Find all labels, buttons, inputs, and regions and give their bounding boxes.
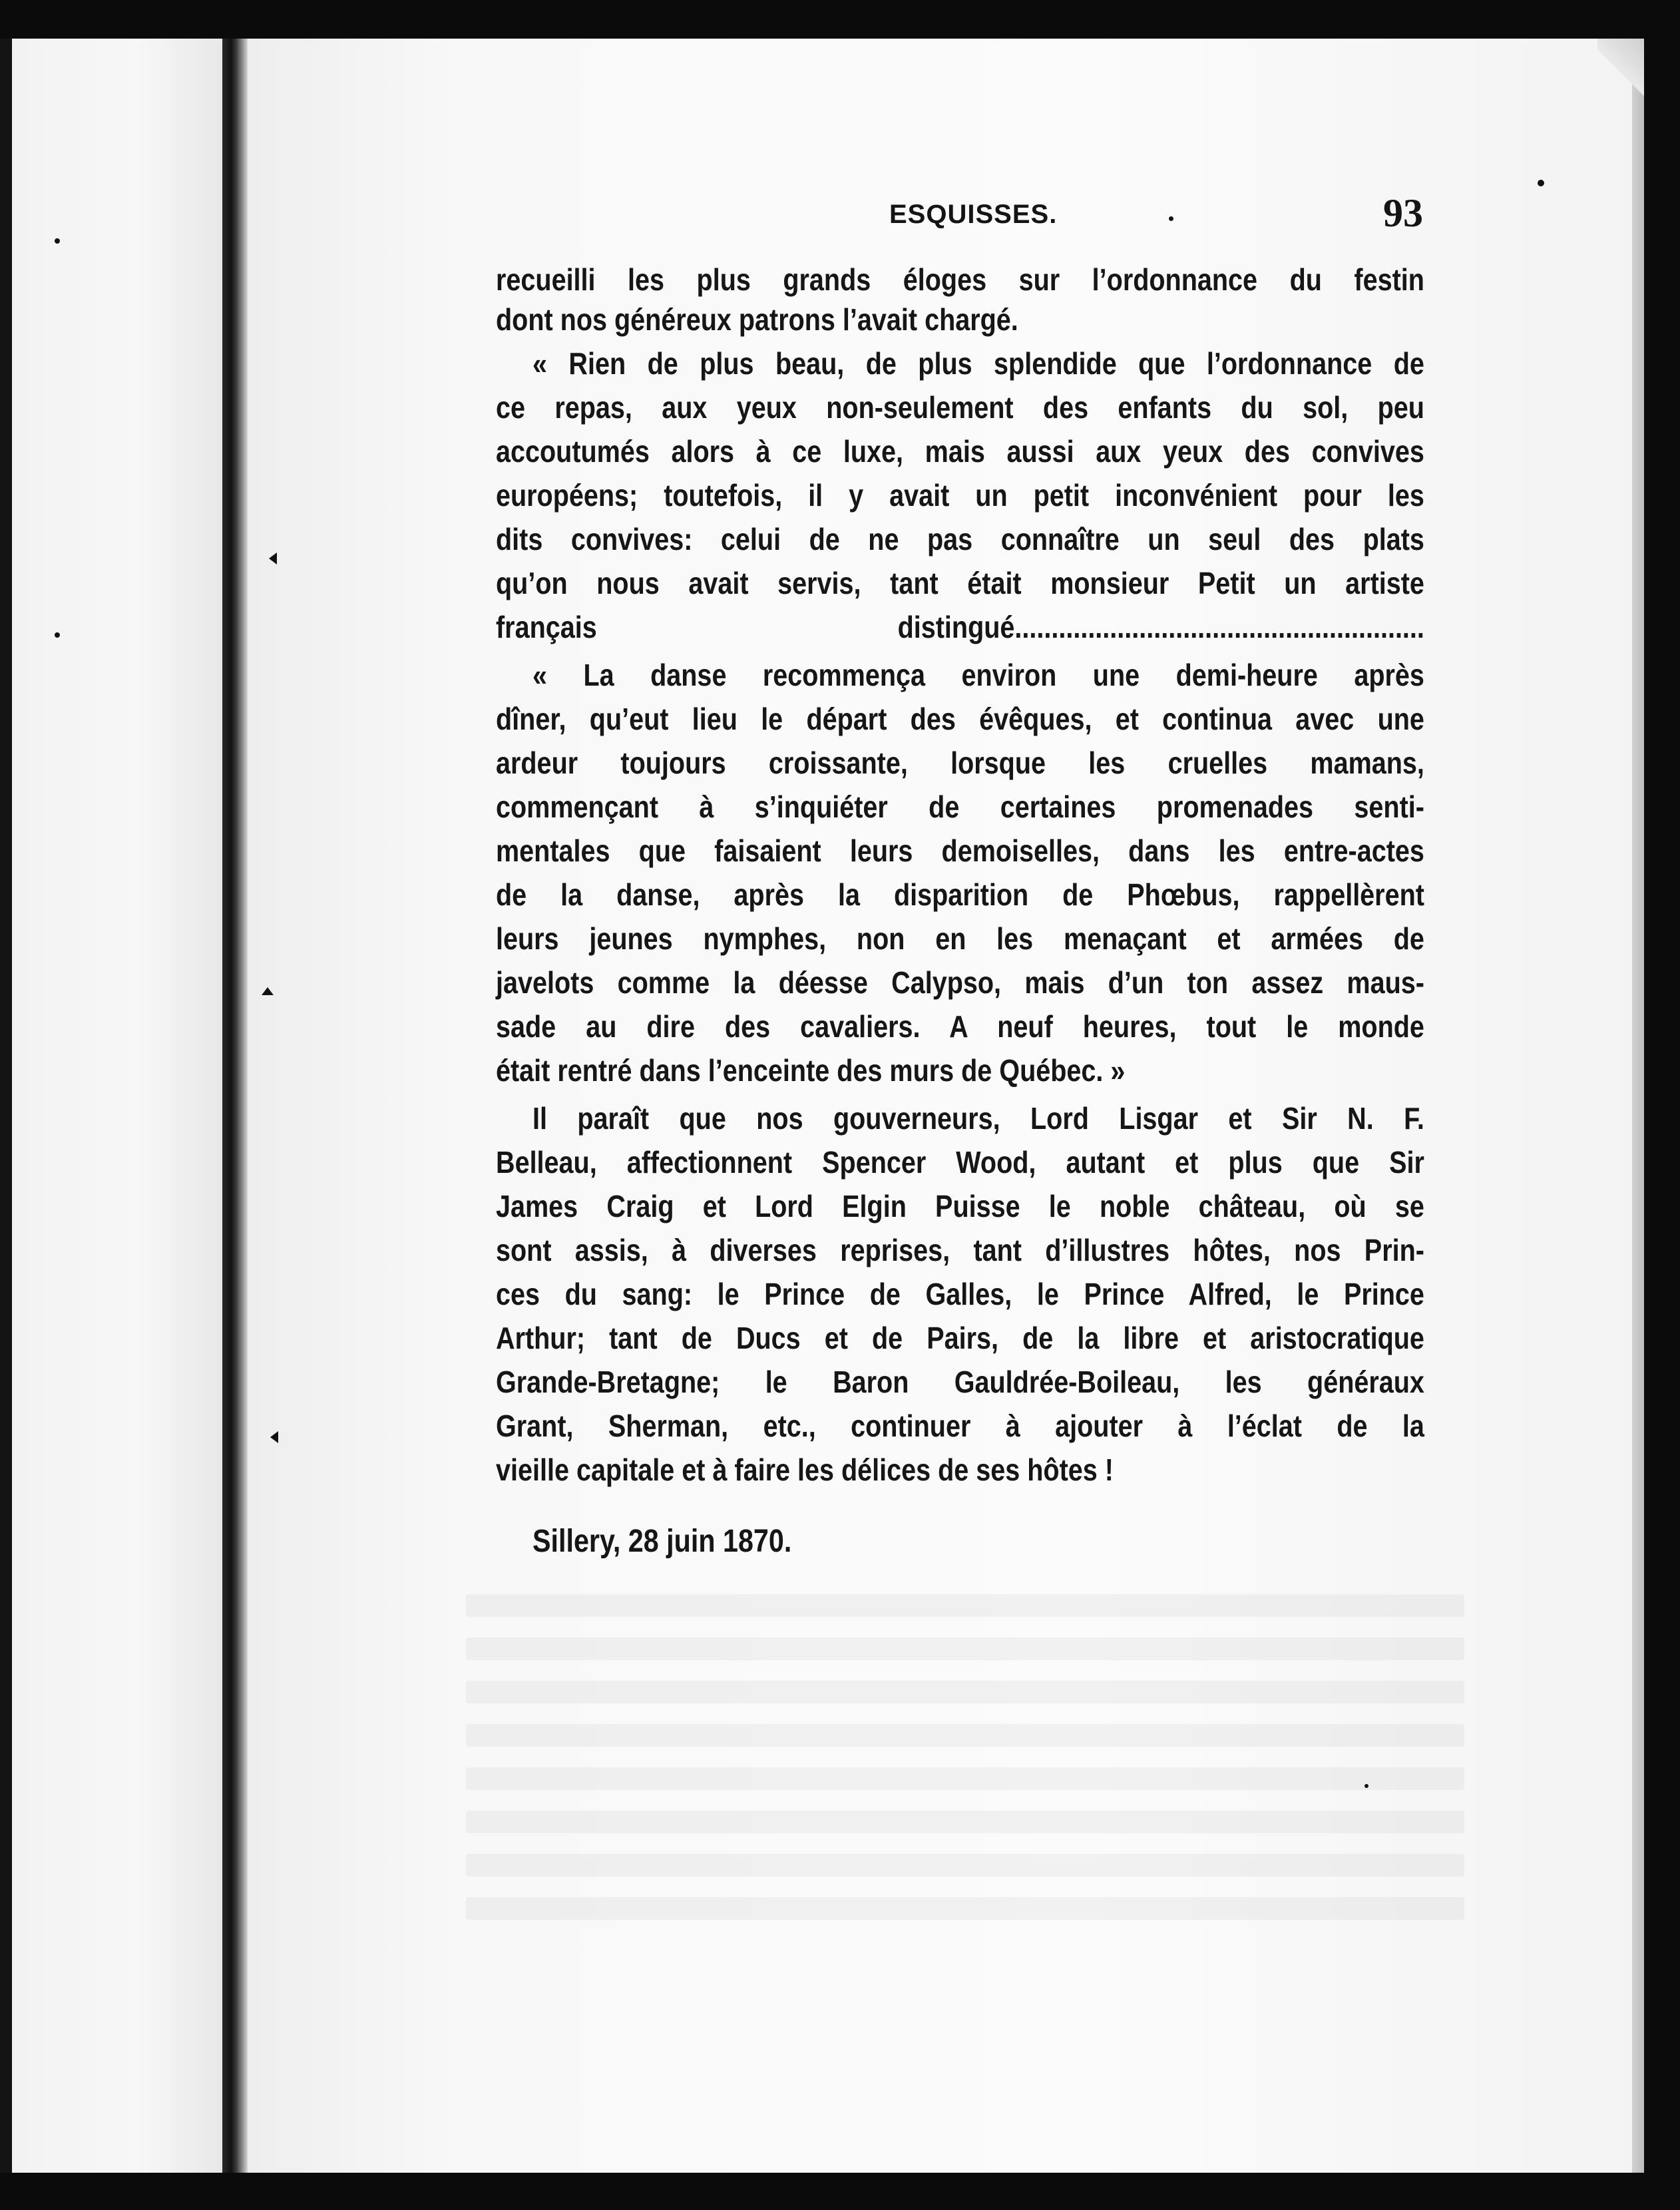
show-through (466, 1767, 1464, 1790)
show-through (466, 1811, 1464, 1833)
ink-speck (1169, 216, 1173, 221)
text-line: sont assis, à diverses reprises, tant d’illustres hôtes, nos Prin- (496, 1233, 1424, 1267)
text-line: commençant à s’inquiéter de certaines promenades senti- (496, 789, 1424, 824)
text-line: Belleau, affectionnent Spencer Wood, autant et plus que Sir (496, 1145, 1424, 1180)
show-through (466, 1897, 1464, 1920)
scan-border-top (0, 0, 1680, 39)
book-gutter (222, 20, 248, 2190)
text-line: mentales que faisaient leurs demoiselles, dans les entre-actes (496, 833, 1424, 868)
scan-border-bottom (0, 2173, 1680, 2210)
ink-speck (1365, 1784, 1368, 1788)
text-line: était rentré dans l’enceinte des murs de Québec. » (496, 1053, 1126, 1088)
margin-mark (262, 987, 274, 995)
ink-speck (55, 632, 60, 638)
scan-border-left (0, 0, 12, 2210)
text-line: recueilli les plus grands éloges sur l’ordonnance du festin (496, 262, 1424, 297)
text-line: Arthur; tant de Ducs et de Pairs, de la libre et aristocratique (496, 1321, 1424, 1355)
text-line: dits convives: celui de ne pas connaître un seul des plats (496, 522, 1424, 556)
text-line: ardeur toujours croissante, lorsque les cruelles mamans, (496, 746, 1424, 780)
show-through (466, 1681, 1464, 1703)
show-through (466, 1594, 1464, 1617)
page-corner-fold (1597, 39, 1644, 118)
text-line: sade au dire des cavaliers. A neuf heures, tout le monde (496, 1009, 1424, 1044)
text-line: dîner, qu’eut lieu le départ des évêques, et continua avec une (496, 702, 1424, 736)
show-through (466, 1854, 1464, 1877)
text-line: accoutumés alors à ce luxe, mais aussi aux yeux des convives (496, 434, 1424, 469)
text-line: de la danse, après la disparition de Phœbus, rappellèrent (496, 877, 1424, 912)
text-line: James Craig et Lord Elgin Puisse le noble château, où se (496, 1189, 1424, 1223)
scan-border-right (1644, 0, 1680, 2210)
text-line: javelots comme la déesse Calypso, mais d’un ton assez maus- (496, 965, 1424, 1000)
text-line: Grande-Bretagne; le Baron Gauldrée-Boileau, les généraux (496, 1365, 1424, 1399)
text-line: ce repas, aux yeux non-seulement des enfants du sol, peu (496, 390, 1424, 425)
text-line: Il paraît que nos gouverneurs, Lord Lisgar et Sir N. F. (532, 1101, 1424, 1136)
margin-mark (270, 1431, 278, 1443)
ink-speck (55, 238, 60, 244)
text-line: français distingué........................................................ (496, 610, 1424, 644)
page-fore-edge (1632, 39, 1644, 2173)
text-line: leurs jeunes nymphes, non en les menaçant et armées de (496, 921, 1424, 956)
ink-speck (1538, 180, 1544, 186)
page-number: 93 (1383, 191, 1423, 235)
show-through (466, 1724, 1464, 1747)
text-line: dont nos généreux patrons l’avait chargé. (496, 302, 1018, 337)
margin-mark (269, 552, 277, 564)
facing-page-edge (12, 27, 222, 2183)
text-line: vieille capitale et à faire les délices de ses hôtes ! (496, 1452, 1114, 1487)
text-line: européens; toutefois, il y avait un petit inconvénient pour les (496, 478, 1424, 513)
text-line: qu’on nous avait servis, tant était monsieur Petit un artiste (496, 566, 1424, 600)
text-line: Grant, Sherman, etc., continuer à ajouter à l’éclat de la (496, 1409, 1424, 1443)
text-line: ces du sang: le Prince de Galles, le Prince Alfred, le Prince (496, 1277, 1424, 1311)
text-line: « La danse recommença environ une demi-heure après (532, 658, 1424, 692)
text-line: « Rien de plus beau, de plus splendide que l’ordonnance de (532, 346, 1424, 381)
running-head: ESQUISSES. (889, 200, 1058, 229)
show-through (466, 1638, 1464, 1660)
dateline: Sillery, 28 juin 1870. (532, 1524, 792, 1559)
